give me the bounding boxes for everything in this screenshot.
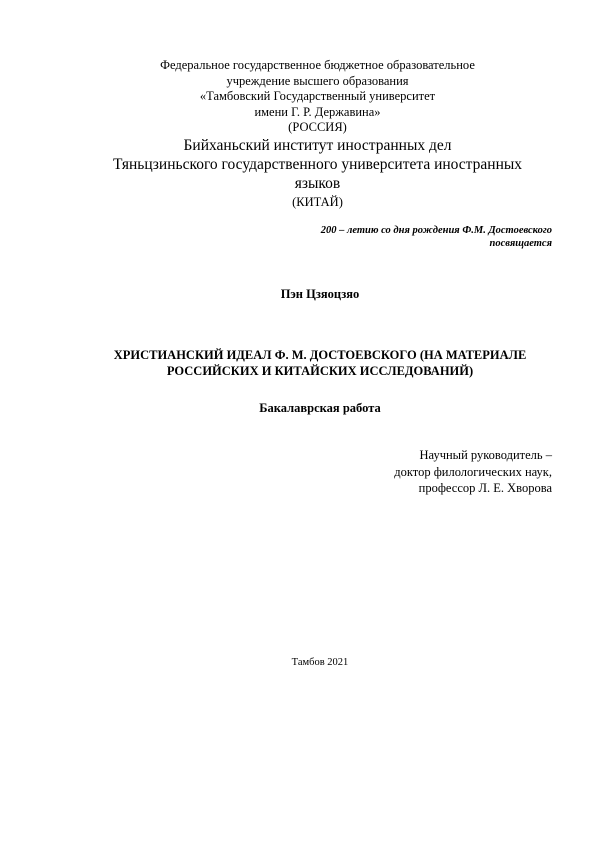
header-line: «Тамбовский Государственный университет <box>199 89 436 103</box>
thesis-title <box>70 348 570 379</box>
header-line: имени Г. Р. Державина» <box>254 104 381 119</box>
header-line: Тяньцзиньского государственного университета иностранных <box>112 156 523 173</box>
thesis-title-line: РОССИЙСКИХ И КИТАЙСКИХ ИССЛЕДОВАНИЙ) <box>166 363 474 378</box>
dedication-line: 200 – летию со дня рождения Ф.М. Достоевского <box>320 225 552 236</box>
header-line: языков <box>294 175 341 192</box>
dedication-line: посвящается <box>489 238 552 249</box>
city-year: Тамбов 2021 <box>291 657 349 668</box>
supervisor-line: доктор филологических наук, <box>394 464 552 479</box>
dedication <box>232 224 552 250</box>
supervisor-block <box>292 447 552 497</box>
header-line: учреждение высшего образования <box>226 73 409 88</box>
header-line: Федеральное государственное бюджетное образовательное <box>160 58 475 72</box>
thesis-title-line: ХРИСТИАНСКИЙ ИДЕАЛ Ф. М. ДОСТОЕВСКОГО (НА МАТЕРИАЛЕ <box>113 348 527 362</box>
country-china <box>60 195 575 211</box>
supervisor-line: Научный руководитель – <box>419 448 552 462</box>
supervisor-line: профессор Л. Е. Хворова <box>418 481 552 495</box>
russian-university-block <box>60 58 575 136</box>
author-name: Пэн Цзяоцзяо <box>280 287 360 301</box>
header-line: Бийханьский институт иностранных дел <box>183 137 452 154</box>
work-type: Бакалаврская работа <box>259 401 381 415</box>
country-label: (КИТАЙ) <box>292 195 343 209</box>
chinese-university-block <box>60 136 575 193</box>
header-line: (РОССИЯ) <box>288 120 347 134</box>
